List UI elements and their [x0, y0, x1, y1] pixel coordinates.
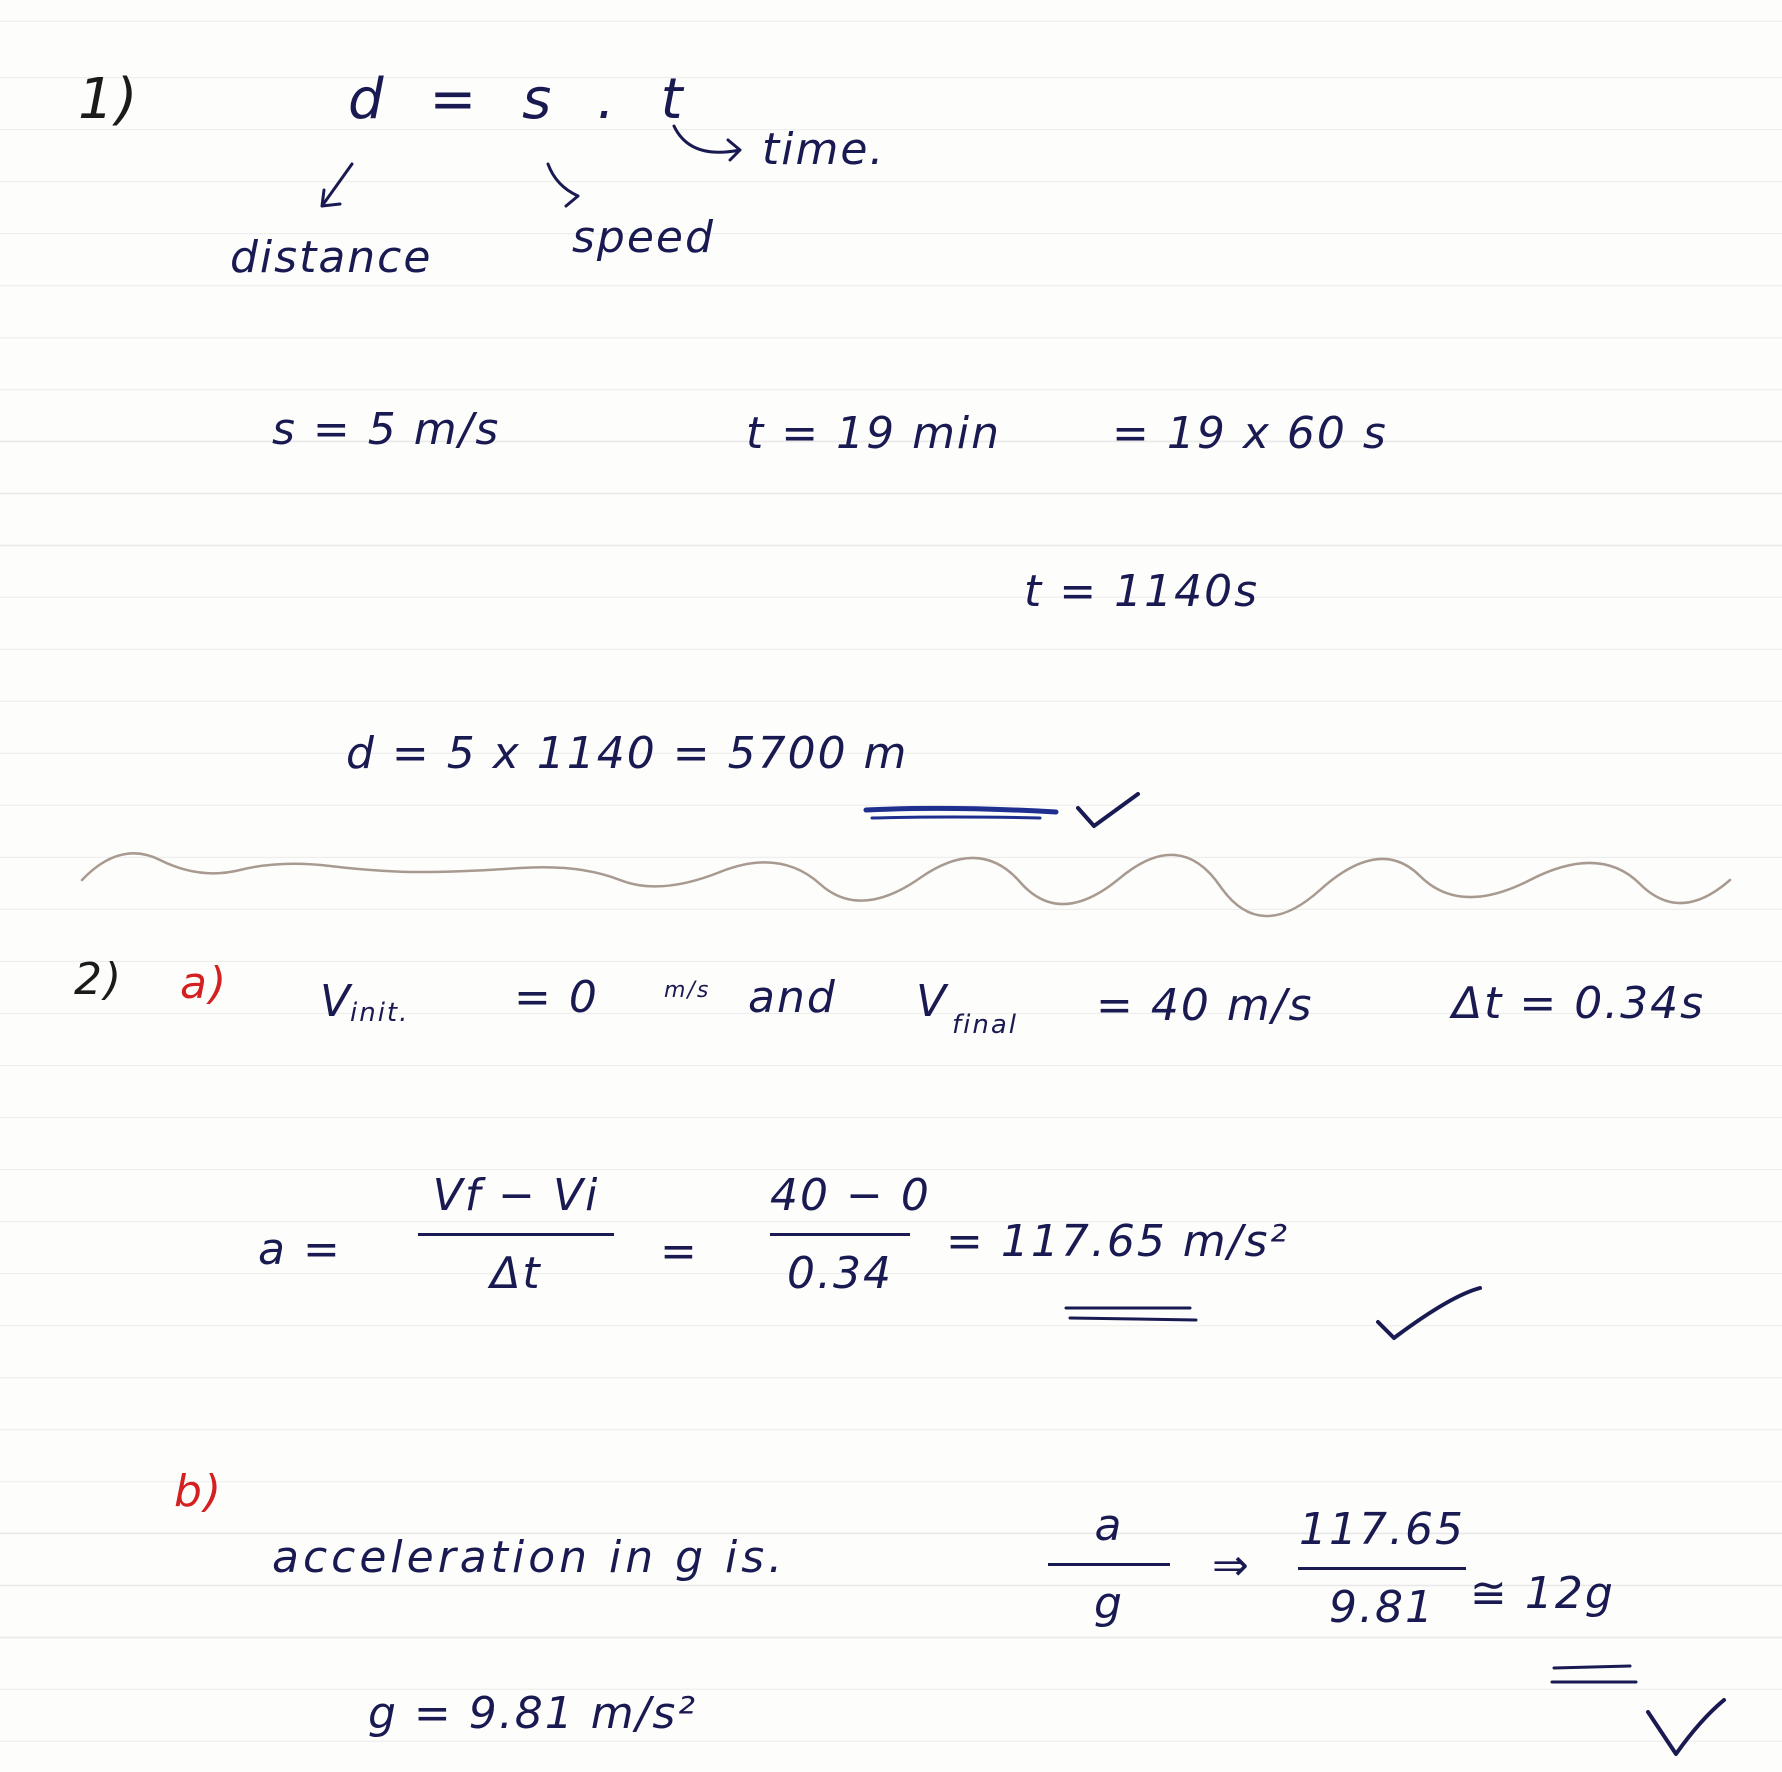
- fraction-numerator: 40 − 0: [770, 1170, 931, 1221]
- distance-calculation: d = 5 x 1140 = 5700 m: [346, 728, 909, 779]
- checkmark-icon: [1648, 1700, 1724, 1754]
- fraction-numerator: a: [1094, 1500, 1124, 1551]
- time-result: t = 1140s: [1024, 566, 1259, 617]
- fraction-denominator: 0.34: [787, 1248, 893, 1299]
- and-text: and: [748, 972, 837, 1023]
- acceleration-lhs: a =: [258, 1224, 342, 1275]
- label-distance: distance: [230, 232, 433, 283]
- time-arrow-icon: [674, 126, 740, 160]
- v-initial-value: = 0: [514, 972, 599, 1023]
- given-time: t = 19 min: [746, 408, 1002, 459]
- equals-sign: =: [660, 1226, 699, 1277]
- distance-arrow-icon: [322, 164, 352, 206]
- delta-t: Δt = 0.34s: [1452, 978, 1706, 1029]
- unit-small: m/s: [664, 978, 711, 1003]
- label-time: time.: [762, 124, 886, 175]
- answer-underline: [1554, 1666, 1630, 1668]
- fraction-denominator: Δt: [490, 1248, 542, 1299]
- speed-arrow-icon: [548, 164, 578, 206]
- implies-arrow: ⇒: [1212, 1540, 1251, 1591]
- fraction-numerator: 117.65: [1299, 1504, 1465, 1555]
- v-final-value: = 40 m/s: [1096, 980, 1314, 1031]
- answer-underline: [866, 808, 1056, 812]
- checkmark-icon: [1378, 1288, 1480, 1338]
- answer-underline: [1070, 1318, 1196, 1320]
- approx-result: ≅ 12g: [1470, 1568, 1615, 1619]
- time-conversion: = 19 x 60 s: [1112, 408, 1388, 459]
- label-speed: speed: [572, 212, 715, 263]
- acceleration-result: = 117.65 m/s²: [946, 1216, 1290, 1267]
- problem-2-number: 2): [74, 954, 124, 1005]
- fraction-denominator: g: [1094, 1578, 1124, 1629]
- g-value: g = 9.81 m/s²: [368, 1688, 697, 1739]
- problem-1-number: 1): [78, 67, 140, 132]
- v-final-subscript: final: [952, 1010, 1019, 1040]
- fraction-denominator: 9.81: [1329, 1582, 1435, 1633]
- wavy-separator: [82, 853, 1730, 916]
- v-initial-subscript: init.: [350, 998, 410, 1028]
- answer-underline: [872, 817, 1040, 818]
- given-speed: s = 5 m/s: [272, 404, 501, 455]
- v-initial: V: [320, 976, 353, 1027]
- acceleration-in-g-text: acceleration in g is.: [272, 1532, 787, 1583]
- checkmark-icon: [1078, 794, 1138, 826]
- part-b-label: b): [174, 1466, 224, 1517]
- distance-formula: d = s . t: [348, 67, 697, 132]
- fraction-numerator: Vf − Vi: [432, 1170, 600, 1221]
- v-final: V: [916, 976, 949, 1027]
- part-a-label: a): [180, 958, 229, 1009]
